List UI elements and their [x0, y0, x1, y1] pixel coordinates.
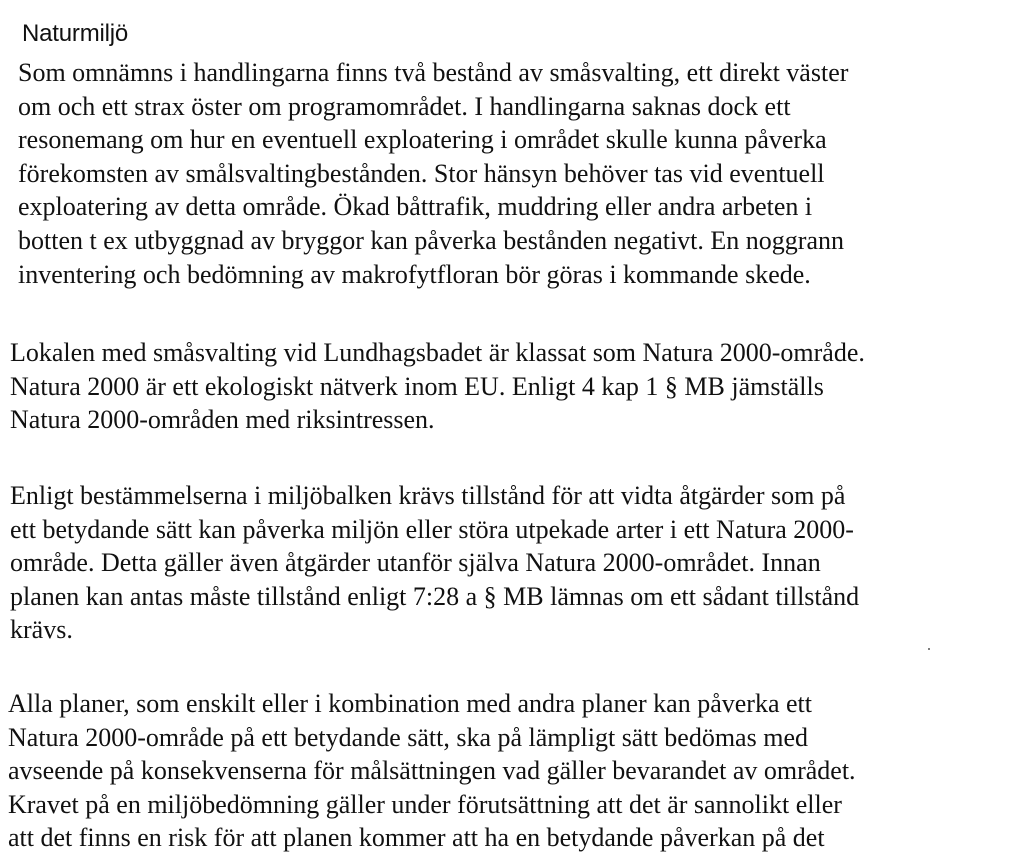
text-line: ett betydande sätt kan påverka miljön eller störa utpekade arter i ett Natura 2000-: [10, 514, 854, 544]
paragraph-1: [18, 56, 848, 291]
text-line: Natura 2000-områden med riksintressen.: [10, 405, 435, 435]
text-line: Natura 2000 är ett ekologiskt nätverk inom EU. Enligt 4 kap 1 § MB jämställs: [10, 371, 824, 401]
text-line: Kravet på en miljöbedömning gäller under förutsättning att det är sannolikt eller: [8, 789, 842, 819]
text-line: förekomsten av smålsvaltingbestånden. Stor hänsyn behöver tas vid eventuell: [18, 158, 825, 188]
paragraph-4: [8, 687, 856, 855]
text-line: krävs.: [10, 615, 73, 645]
text-line: avseende på konsekvenserna för målsättningen vad gäller bevarandet av området.: [8, 756, 856, 786]
text-line: Natura 2000-område på ett betydande sätt, ska på lämpligt sätt bedömas med: [8, 722, 808, 752]
text-line: område. Detta gäller även åtgärder utanför själva Natura 2000-området. Innan: [10, 548, 821, 578]
text-line: Enligt bestämmelserna i miljöbalken krävs tillstånd för att vidta åtgärder som på: [10, 481, 846, 510]
paragraph-2: [10, 336, 865, 437]
text-line: botten t ex utbyggnad av bryggor kan påverka bestånden negativt. En noggrann: [18, 225, 844, 255]
text-line: Alla planer, som enskilt eller i kombination med andra planer kan påverka ett: [8, 689, 812, 718]
text-line: resonemang om hur en eventuell exploatering i området skulle kunna påverka: [18, 125, 827, 155]
text-line: Lokalen med småsvalting vid Lundhagsbadet är klassat som Natura 2000-område.: [10, 338, 865, 367]
text-line: Som omnämns i handlingarna finns två bestånd av småsvalting, ett direkt väster: [18, 58, 849, 87]
scan-speck: [928, 648, 930, 650]
section-heading: Naturmiljö: [22, 20, 129, 47]
paragraph-3: [10, 479, 859, 647]
text-line: om och ett strax öster om programområdet. I handlingarna saknas dock ett: [18, 91, 791, 121]
text-line: att det finns en risk för att planen kommer att ha en betydande påverkan på det: [8, 823, 825, 853]
text-line: exploatering av detta område. Ökad båttrafik, muddring eller andra arbeten i: [18, 192, 813, 222]
text-line: inventering och bedömning av makrofytfloran bör göras i kommande skede.: [18, 259, 811, 289]
text-line: planen kan antas måste tillstånd enligt 7:28 a § MB lämnas om ett sådant tillstånd: [10, 581, 860, 611]
